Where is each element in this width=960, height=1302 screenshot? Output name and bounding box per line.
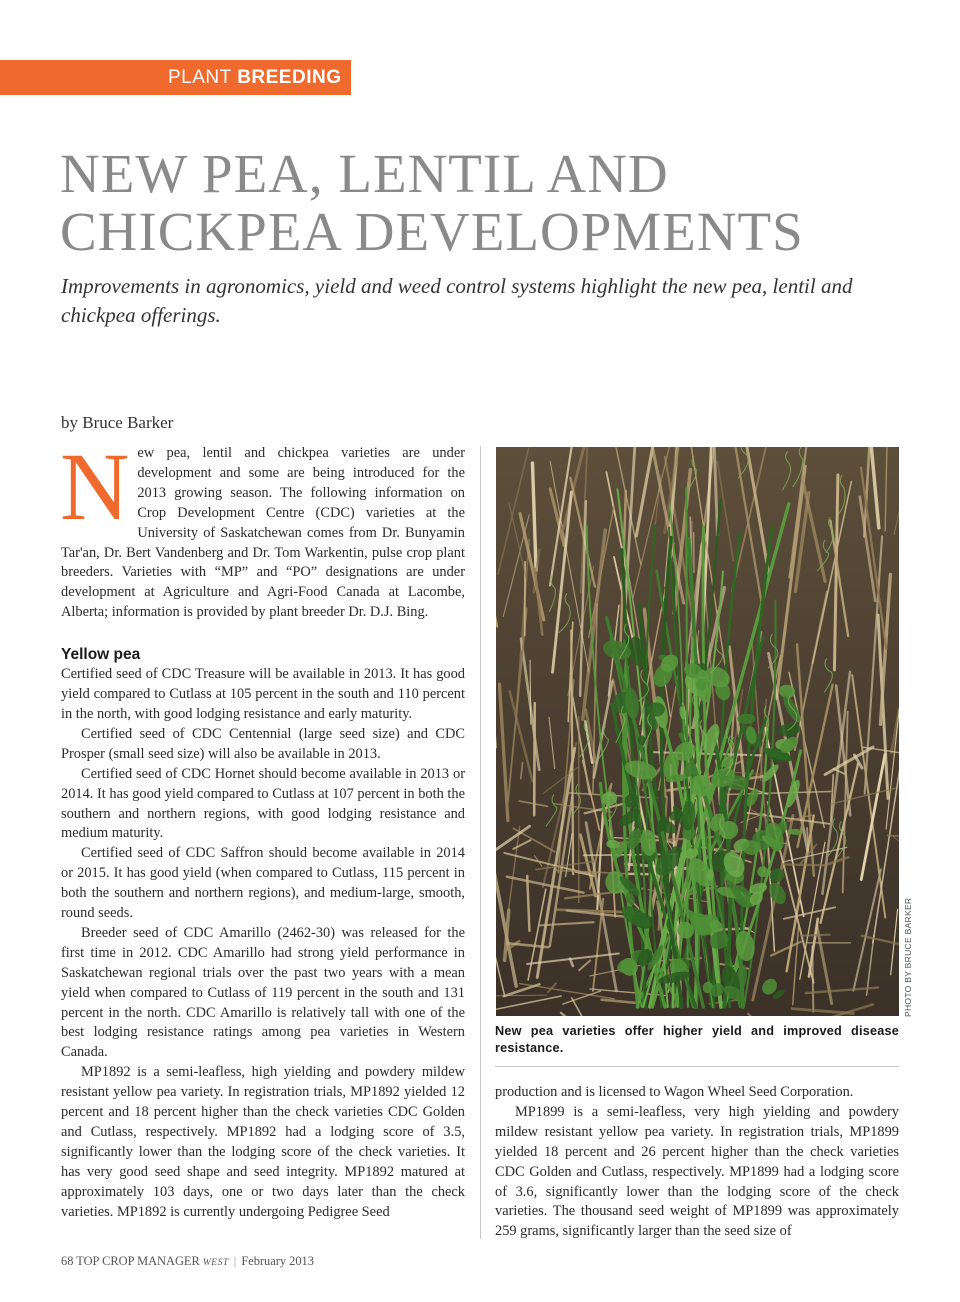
intro-paragraph <box>60 433 465 623</box>
drop-cap: N <box>60 433 130 540</box>
article-headline <box>60 145 920 261</box>
pea-plant-photo <box>496 447 899 1016</box>
footer-separator: | <box>233 1254 237 1268</box>
fallen-straw <box>801 935 829 936</box>
section-label-bold: BREEDING <box>237 67 342 88</box>
article-deck: Improvements in agronomics, yield and weed control systems highlight the new pea, lentil and chickpea offerings. <box>61 274 853 327</box>
photo-caption: New pea varieties offer higher yield and improved disease resistance. <box>495 1024 899 1055</box>
left-column <box>60 433 465 1223</box>
body-paragraph: Certified seed of CDC Hornet should become available in 2013 or 2014. It has good yield compared to Cutlass at 107 percent in both the southern and northern regions, with good lodging resistance and medium maturity. <box>61 765 465 842</box>
stubble-stalk <box>534 703 535 815</box>
fallen-straw <box>807 828 808 850</box>
body-paragraph: MP1892 is a semi-leafless, high yielding and powdery mildew resistant yellow pea variety. In registration trials, MP1892 yielded 12 percent and 18 percent higher than the check varieties CDC Golden and Cutlass, respectively. MP1892 had a lodging score of 3.5, significantly lower than the lodging score of the check varieties. It has very good seed shape and seed integrity. MP1892 matured at approximately 103 days, one or two days later than the check varieties. MP1892 is currently undergoing Pedigree Seed <box>61 1064 465 1220</box>
body-paragraph: MP1899 is a semi-leafless, very high yielding and powdery mildew resistant yellow pea variety. In registration trials, MP1899 yielded 18 percent and 26 percent higher than the check varieties CDC Golden and Cutlass, respectively. MP1899 had a lodging score of 3.6, significantly lower than the lodging score of the check varieties. The thousand seed weight of MP1899 was approximately 259 grams, significantly larger than the seed size of <box>495 1103 899 1240</box>
column-divider <box>480 446 481 1239</box>
page-footer <box>61 1254 314 1269</box>
byline: by Bruce Barker <box>61 413 174 432</box>
section-label-light: PLANT <box>168 67 238 88</box>
body-paragraph: Certified seed of CDC Treasure will be available in 2013. It has good yield compared to Cutlass at 105 percent in the south and 110 percent in the north, with good lodging resistance and early maturity. <box>61 666 465 722</box>
pea-plant-illustration <box>496 447 899 1016</box>
headline-line-2: CHICKPEA DEVELOPMENTS <box>60 201 804 262</box>
issue-date: February 2013 <box>241 1254 314 1268</box>
fallen-straw <box>783 864 827 865</box>
intro-text: ew pea, lentil and chickpea varieties are under development and some are being introduced for the 2013 growing season. The following information on Crop Development Centre (CDC) varieties at the University of Saskatchewan comes from Dr. Bunyamin Tar'an, Dr. Bert Vandenberg and Dr. Tom Warkentin, pulse crop plant breeders. Varieties with “MP” and “PO” designations are under development at Agriculture and Agri-Food Canada at Lacombe, Alberta; information is provided by plant breeder Dr. D.J. Bing. <box>61 445 465 621</box>
body-paragraph: Certified seed of CDC Saffron should become available in 2014 or 2015. It has good yield (when compared to Cutlass, 115 percent in both the southern and northern regions), and medium-large, smooth, round seeds. <box>61 845 465 922</box>
body-paragraph: Breeder seed of CDC Amarillo (2462-30) was released for the first time in 2012. CDC Amarillo had strong yield performance in Saskatchewan regional trials over the past two years with a mean yield when compared to Cutlass of 119 percent in the south and 131 percent in the north. CDC Amarillo is relatively tall with one of the best lodging resistance ratings among pea varieties in Western Canada. <box>61 924 465 1061</box>
photo-credit: PHOTO BY BRUCE BARKER <box>903 897 913 1017</box>
caption-rule <box>495 1066 899 1067</box>
magazine-edition: WEST <box>202 1258 229 1268</box>
headline-line-1: NEW PEA, LENTIL AND <box>60 143 669 204</box>
body-paragraph: production and is licensed to Wagon Wheel Seed Corporation. <box>495 1084 854 1100</box>
section-label <box>0 60 351 95</box>
subhead-yellow-pea: Yellow pea <box>61 646 141 664</box>
body-paragraph: Certified seed of CDC Centennial (large seed size) and CDC Prosper (small seed size) will also be available in 2013. <box>61 725 465 762</box>
right-column <box>495 1083 899 1242</box>
magazine-name: TOP CROP MANAGER <box>76 1254 200 1268</box>
page-number: 68 <box>61 1254 74 1268</box>
